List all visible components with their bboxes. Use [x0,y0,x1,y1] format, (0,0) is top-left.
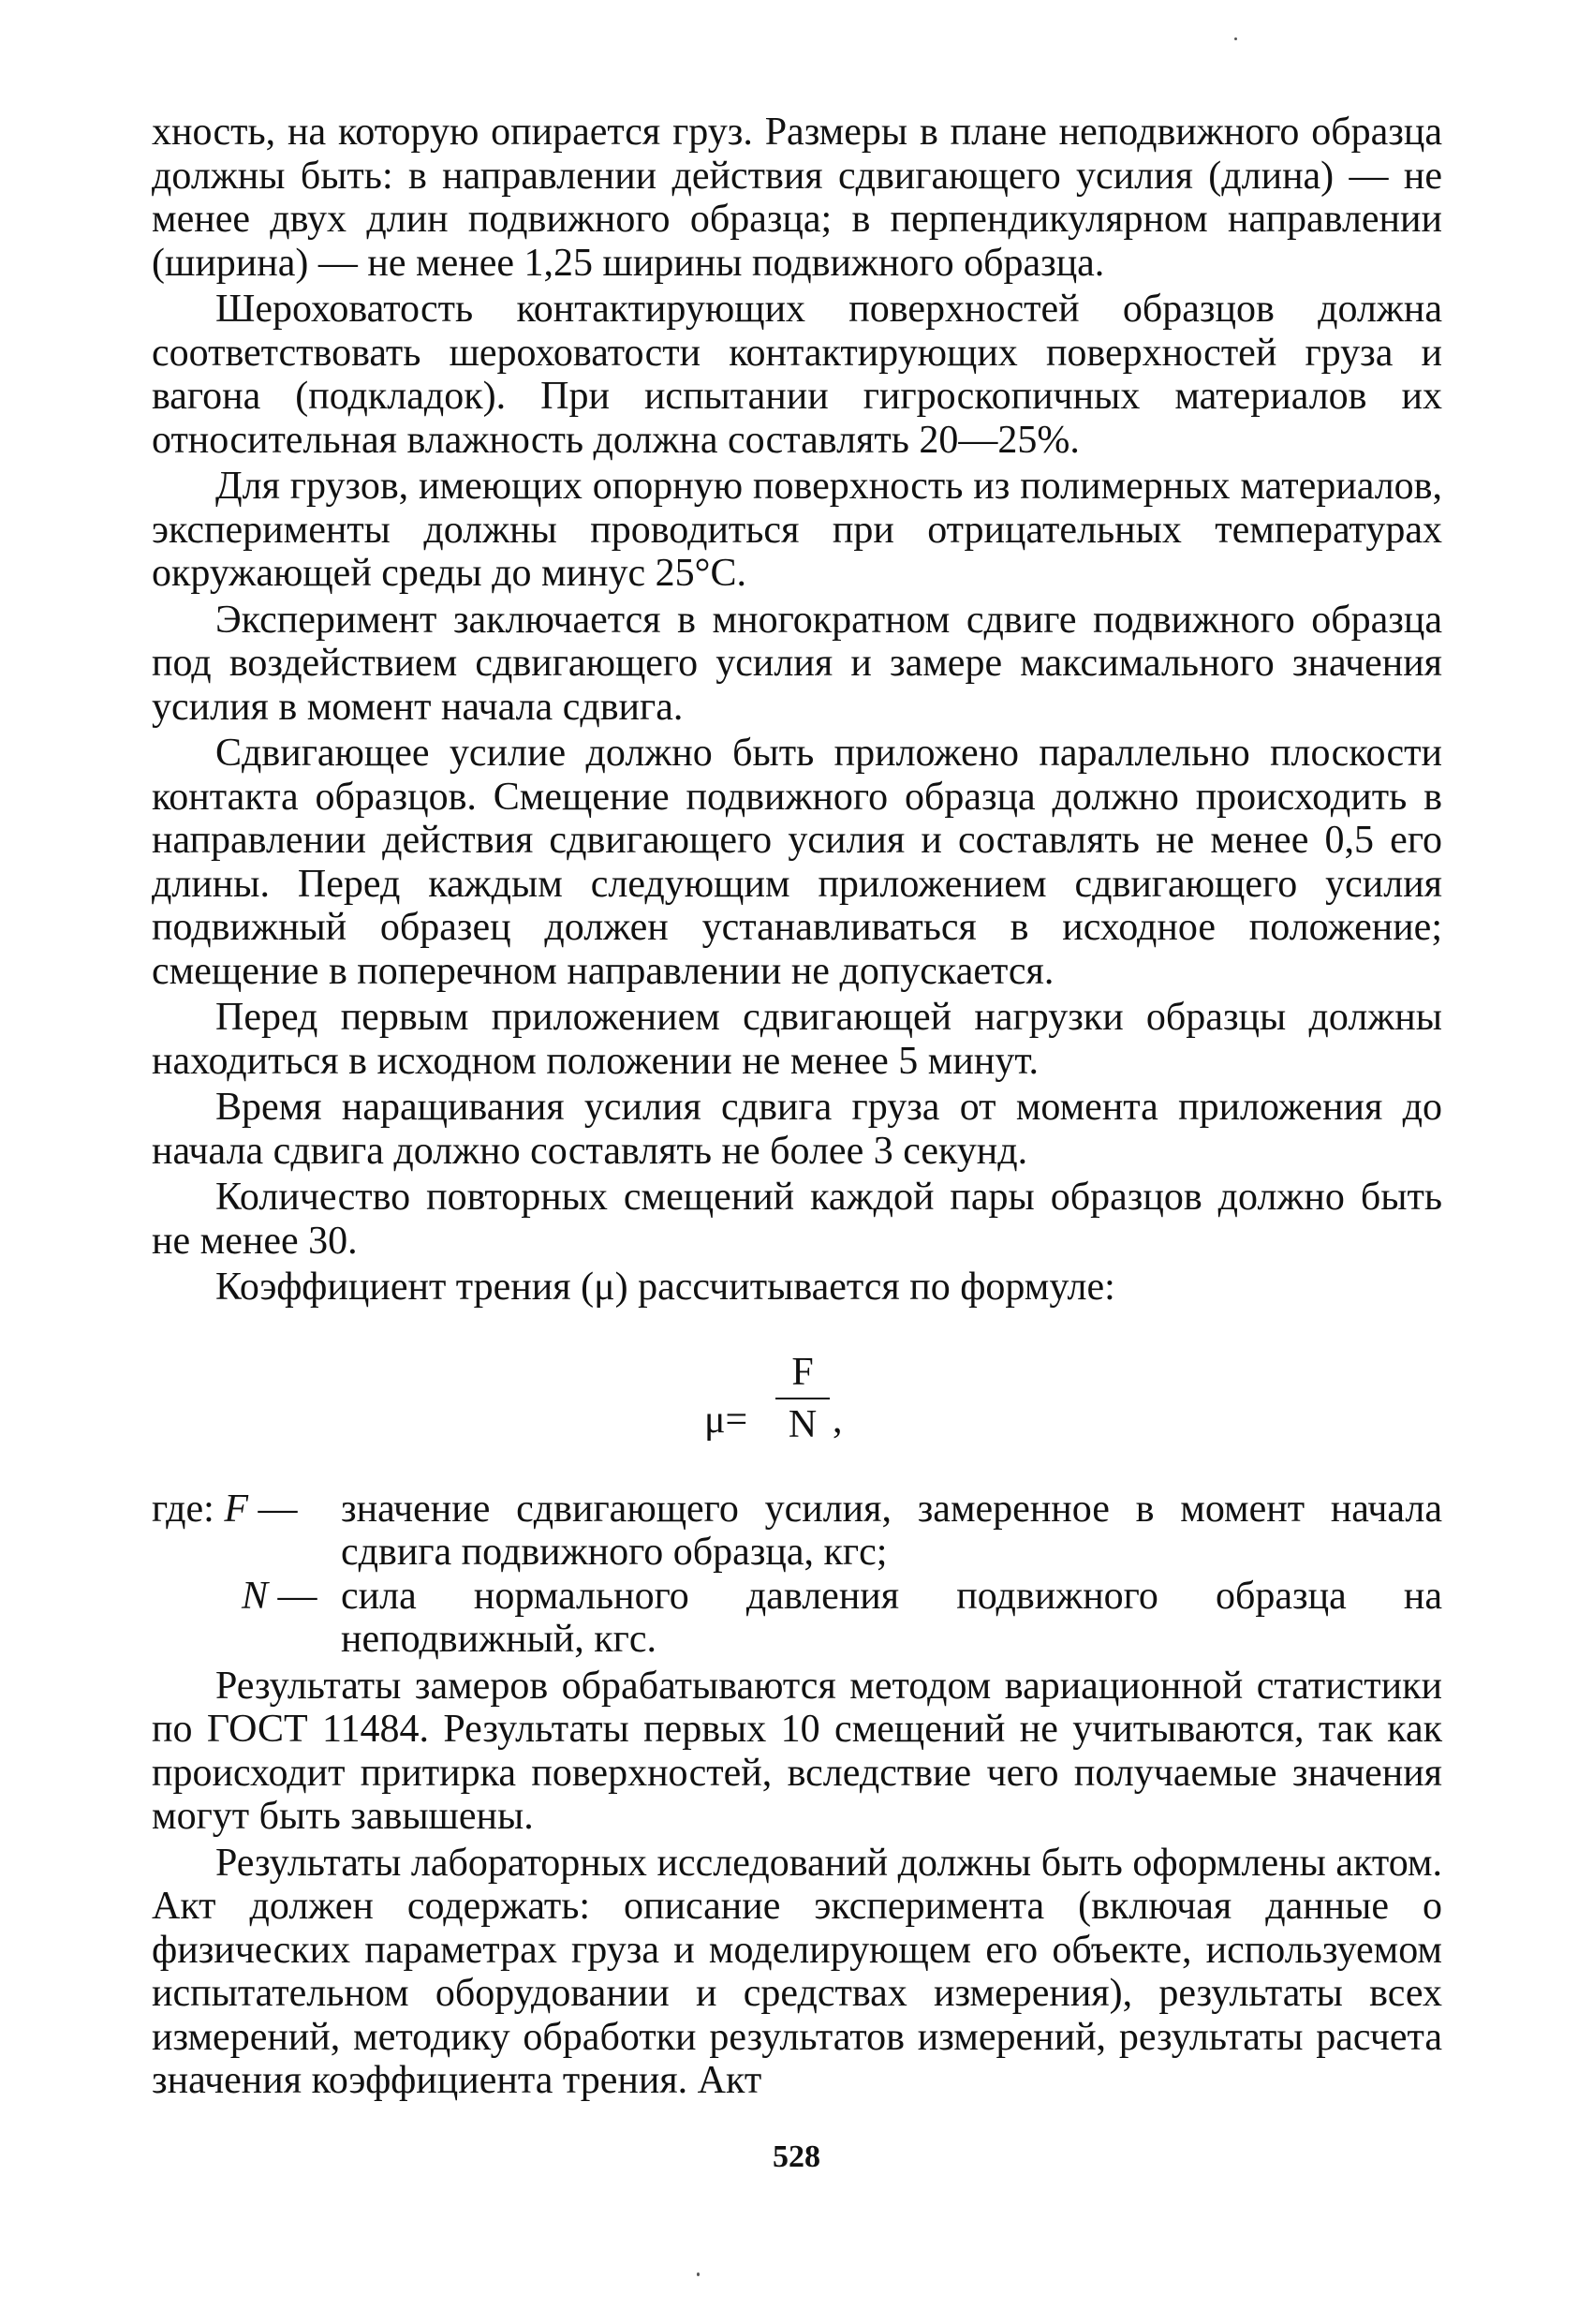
paragraph-experiment: Эксперимент заключается в многократном сдвиге подвижного образца под воздействием сдвигающего усилия и замере максимального значения усилия в момент начала сдвига. [152,598,1442,729]
definition-text: значение сдвигающего усилия, замеренное в момент начала сдвига подвижного образца, кгс; [341,1487,1442,1574]
definition-lead [242,1575,317,1619]
definition-f [152,1488,1442,1575]
paragraph-formula-intro: Коэффициент трения (μ) рассчитывается по формуле: [215,1266,1115,1309]
definition-symbol: N [242,1574,269,1618]
paragraph-shear-force: Сдвигающее усилие должно быть приложено параллельно плоскости контакта образцов. Смещение подвижного образца должно происходить в направлении действия сдвигающего усилия и составлять не менее 0,5 его длины. Перед каждым следующим приложением сдвигающего усилия подвижный образец должен устанавливаться в исходное положение; смещение в поперечном направлении не допускается. [152,732,1442,993]
paragraph-statistics: Результаты замеров обрабатываются методом вариационной статистики по ГОСТ 11484. Результаты первых 10 смещений не учитываются, так как происходит притирка поверхностей, вследствие чего получаемые значения могут быть завышены. [152,1664,1442,1838]
page-body [152,111,1442,2103]
scan-speck [697,2272,700,2276]
paragraph-polymer-materials: Для грузов, имеющих опорную поверхность из полимерных материалов, эксперименты должны проводиться при отрицательных температурах окружающей среды до минус 25°С. [152,465,1442,595]
formula-lhs: μ= [704,1398,748,1442]
formula-fraction [775,1351,830,1446]
paragraph-continuation: хность, на которую опирается груз. Размеры в плане неподвижного образца должны быть: в направлении действия сдвигающего усилия (длина) — не менее двух длин подвижного образца; в перпендикулярном направлении (ширина) — не менее 1,25 ширины подвижного образца. [152,111,1442,285]
fraction-bar [775,1398,830,1399]
paragraph-repetitions: Количество повторных смещений каждой пары образцов должно быть не менее 30. [152,1176,1442,1263]
scan-speck [1234,37,1237,40]
definition-text: сила нормального давления подвижного образца на неподвижный, кгс. [341,1574,1442,1661]
friction-coefficient-formula [152,1321,1442,1488]
paragraph-initial-position: Перед первым приложением сдвигающей нагрузки образцы должны находиться в исходном положении не менее 5 минут. [152,996,1442,1083]
formula-denominator: N [788,1402,818,1446]
paragraph-report: Результаты лабораторных исследований должны быть оформлены актом. Акт должен содержать: описание эксперимента (включая данные о физических параметрах груза и моделирующем его объекте, используемом испытательном оборудовании и средствах измерения), результаты всех измерений, методику обработки результатов измерений, результаты расчета значения коэффициента трения. Акт [152,1841,1442,2102]
formula-comma: , [833,1398,843,1442]
page-number: 528 [773,2139,820,2174]
paragraph-ramp-time: Время наращивания усилия сдвига груза от момента приложения до начала сдвига должно составлять не более 3 секунд. [152,1086,1442,1173]
where-label: где: [152,1487,214,1531]
definition-dash: — [258,1487,298,1531]
definition-lead [152,1488,297,1532]
definition-dash: — [277,1574,317,1618]
formula-definitions [152,1488,1442,1662]
definition-symbol: F [224,1487,248,1531]
formula-numerator: F [791,1350,814,1394]
paragraph-roughness: Шероховатость контактирующих поверхностей образцов должна соответствовать шероховатости контактирующих поверхностей груза и вагона (подкладок). При испытании гигроскопичных материалов их относительная влажность должна составлять 20—25%. [152,288,1442,462]
definition-n [152,1575,1442,1662]
